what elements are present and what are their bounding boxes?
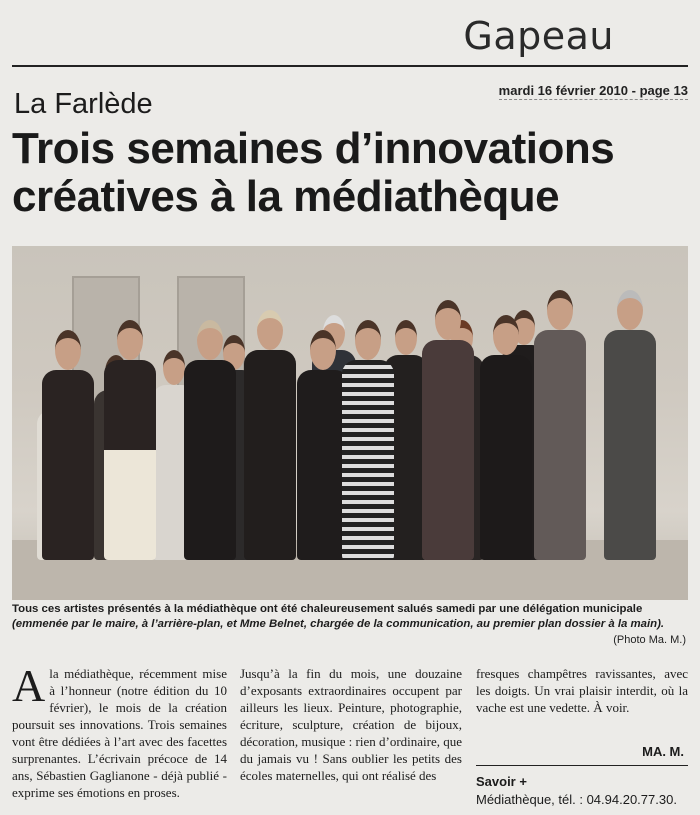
article-column-2 bbox=[240, 665, 462, 784]
info-box-text: Médiathèque, tél. : 04.94.20.77.30. bbox=[476, 792, 677, 807]
photo-caption bbox=[12, 602, 688, 632]
section-name: Gapeau bbox=[463, 14, 614, 58]
header-rule bbox=[12, 65, 688, 67]
column-3-text: fresques champêtres ravissantes, avec les doigts. Un vrai plaisir interdit, où la vache est une vedette. À voir. bbox=[476, 666, 688, 715]
group-photo bbox=[12, 246, 688, 600]
photo-person bbox=[342, 320, 394, 560]
dropcap: A bbox=[12, 660, 46, 711]
headline bbox=[12, 125, 660, 221]
article-column-3 bbox=[476, 665, 688, 716]
caption-line-1: Tous ces artistes présentés à la médiathèque ont été chaleureusement salués samedi par une délégation municipale bbox=[12, 603, 643, 615]
headline-line-1: Trois semaines d’innovations bbox=[12, 124, 615, 173]
photo-person bbox=[534, 290, 586, 560]
photo-person bbox=[244, 310, 296, 560]
photo-person bbox=[422, 300, 474, 560]
date-line: mardi 16 février 2010 - page 13 bbox=[498, 83, 688, 98]
photo-person bbox=[104, 320, 156, 560]
photo-person bbox=[184, 320, 236, 560]
photo-person bbox=[42, 330, 94, 560]
photo-person bbox=[604, 290, 656, 560]
info-box-rule bbox=[476, 765, 688, 766]
column-1-text: la médiathèque, récemment mise à l’honneur (notre édition du 10 février), le mois de la création poursuit ses innovations. Trois semaines vont être dédiées à l’art avec des facettes surprenantes. L’écrivain précoce de 14 ans, Sébastien Gaglianone - déjà publié - exprime ses émotions en proses. bbox=[12, 666, 227, 800]
info-box-title: Savoir + bbox=[476, 774, 527, 789]
article-place: La Farlède bbox=[14, 88, 153, 120]
column-2-text: Jusqu’à la fin du mois, une douzaine d’exposants extraordinaires occupent par ailleurs les lieux. Peinture, photographie, écriture, sculpture, création de bijoux, décoration, musique : rien d’ordinaire, que du jamais vu ! Sans oublier les petits des écoles maternelles, qui ont réalisé des bbox=[240, 666, 463, 783]
author-signature: MA. M. bbox=[642, 744, 684, 759]
headline-line-2: créatives à la médiathèque bbox=[12, 172, 560, 221]
caption-line-2: (emmenée par le maire, à l’arrière-plan, et Mme Belnet, chargée de la communication, au premier plan dossier à la main). bbox=[12, 618, 665, 630]
article-column-1 bbox=[12, 660, 227, 801]
photo-credit: (Photo Ma. M.) bbox=[613, 634, 686, 646]
photo-person bbox=[480, 315, 532, 560]
